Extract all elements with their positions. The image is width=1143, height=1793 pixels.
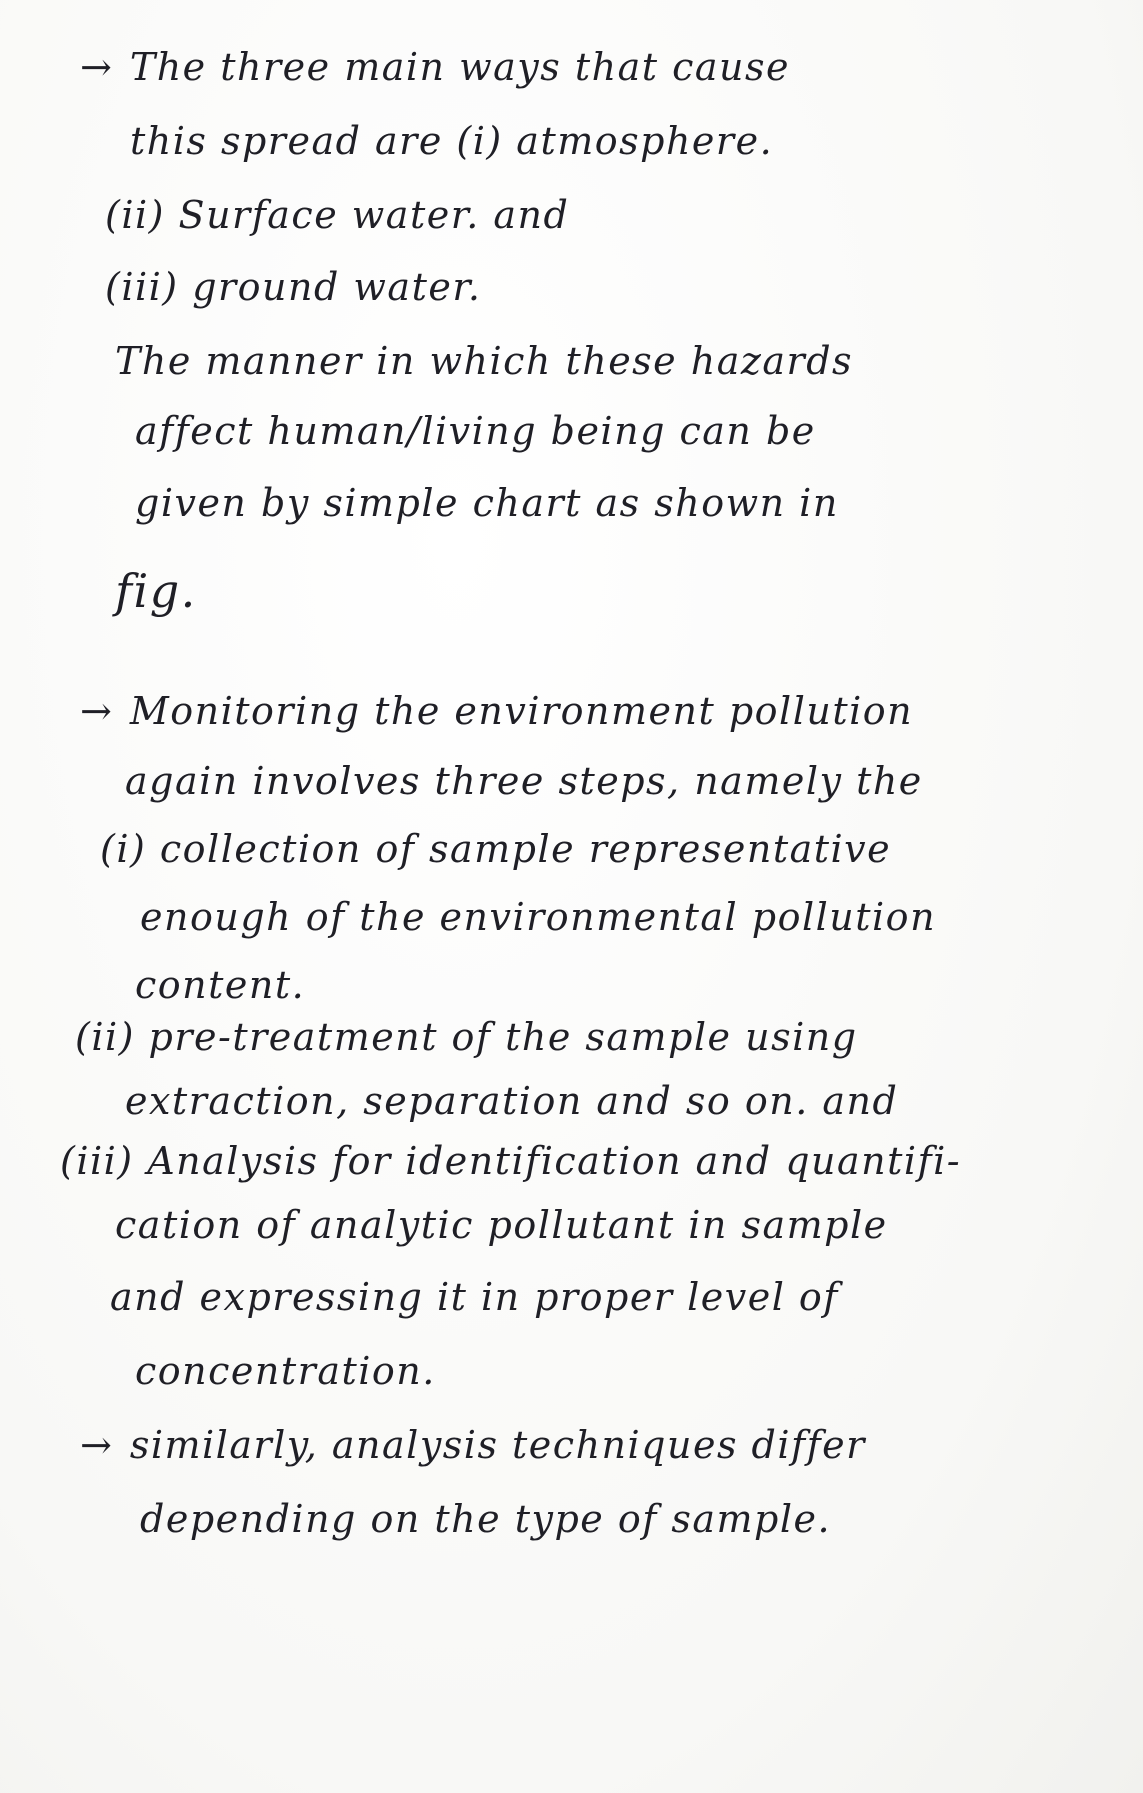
note-line-20-text: similarly, analysis techniques differ: [129, 1423, 866, 1467]
note-line-11: (i) collection of sample representative: [100, 827, 892, 871]
note-line-17: cation of analytic pollutant in sample: [115, 1203, 888, 1247]
note-line-18: and expressing it in proper level of: [110, 1275, 839, 1319]
arrow-icon: →: [80, 1423, 112, 1467]
note-line-3: (ii) Surface water. and: [105, 193, 570, 237]
note-line-16: (iii) Analysis for identification and quantifi-: [60, 1139, 962, 1183]
note-line-6: affect human/living being can be: [135, 409, 816, 453]
note-line-9: [80, 689, 914, 733]
note-line-2: this spread are (i) atmosphere.: [130, 119, 774, 163]
note-line-10: again involves three steps, namely the: [125, 759, 923, 803]
arrow-icon: →: [80, 689, 112, 733]
note-line-20: [80, 1423, 866, 1467]
note-line-15: extraction, separation and so on. and: [125, 1079, 899, 1123]
note-line-5: The manner in which these hazards: [115, 339, 854, 383]
note-line-14: (ii) pre-treatment of the sample using: [75, 1015, 858, 1059]
arrow-icon: →: [80, 45, 112, 89]
note-line-8: fig.: [115, 564, 197, 618]
note-line-7: given by simple chart as shown in: [135, 481, 839, 525]
note-line-19: concentration.: [135, 1349, 436, 1393]
note-line-21: depending on the type of sample.: [140, 1497, 832, 1541]
note-line-1: [80, 45, 790, 89]
note-line-9-text: Monitoring the environment pollution: [129, 689, 914, 733]
note-line-1-text: The three main ways that cause: [129, 45, 790, 89]
note-line-13: content.: [135, 963, 306, 1007]
note-line-12: enough of the environmental pollution: [140, 895, 937, 939]
note-line-4: (iii) ground water.: [105, 265, 482, 309]
